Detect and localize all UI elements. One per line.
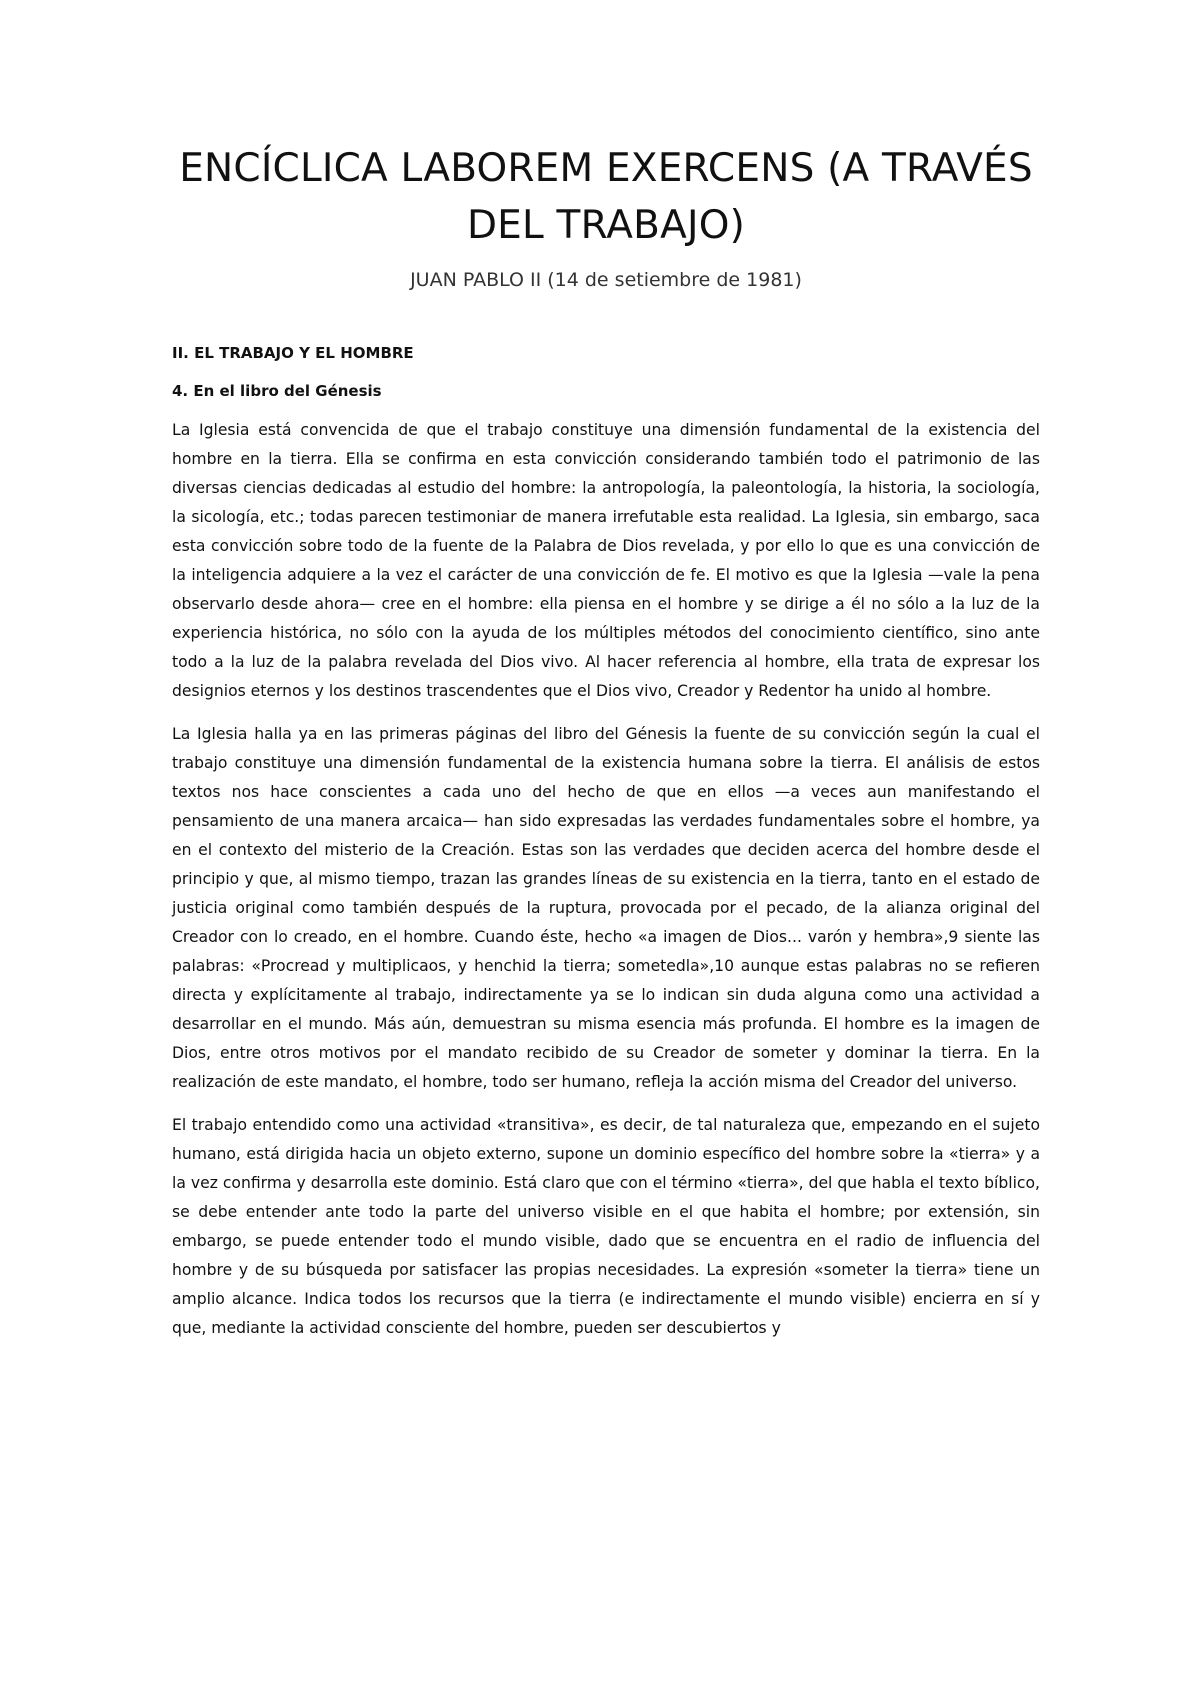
paragraph: La Iglesia halla ya en las primeras páginas del libro del Génesis la fuente de su convicción según la cual el trabajo constituye una dimensión fundamental de la existencia humana sobre la tierra. El análisis de estos textos nos hace conscientes a cada uno del hecho de que en ellos —a veces aun manifestando el pensamiento de una manera arcaica— han sido expresadas las verdades fundamentales sobre el hombre, ya en el contexto del misterio de la Creación. Estas son las verdades que deciden acerca del hombre desde el principio y que, al mismo tiempo, trazan las grandes líneas de su existencia en la tierra, tanto en el estado de justicia original como también después de la ruptura, provocada por el pecado, de la alianza original del Creador con lo creado, en el hombre. Cuando éste, hecho «a imagen de Dios... varón y hembra»,9 siente las palabras: «Procread y multiplicaos, y henchid la tierra; sometedla»,10 aunque estas palabras no se refieren directa y explícitamente al trabajo, indirectamente ya se lo indican sin duda alguna como una actividad a desarrollar en el mundo. Más aún, demuestran su misma esencia más profunda. El hombre es la imagen de Dios, entre otros motivos por el mandato recibido de su Creador de someter y dominar la tierra. En la realización de este mandato, el hombre, todo ser humano, refleja la acción misma del Creador del universo. — [172, 725, 1040, 1091]
section-heading: II. EL TRABAJO Y EL HOMBRE — [172, 344, 414, 362]
document-title: ENCÍCLICA LABOREM EXERCENS (A TRAVÉS DEL TRABAJO) — [179, 146, 1033, 248]
document-subtitle: JUAN PABLO II (14 de setiembre de 1981) — [410, 269, 802, 291]
subsection-heading: 4. En el libro del Génesis — [172, 382, 382, 400]
paragraph: El trabajo entendido como una actividad «transitiva», es decir, de tal naturaleza que, empezando en el sujeto humano, está dirigida hacia un objeto externo, supone un dominio específico del hombre sobre la «tierra» y a la vez confirma y desarrolla este dominio. Está claro que con el término «tierra», del que habla el texto bíblico, se debe entender ante todo la parte del universo visible en el que habita el hombre; por extensión, sin embargo, se puede entender todo el mundo visible, dado que se encuentra en el radio de influencia del hombre y de su búsqueda por satisfacer las propias necesidades. La expresión «someter la tierra» tiene un amplio alcance. Indica todos los recursos que la tierra (e indirectamente el mundo visible) encierra en sí y que, mediante la actividad consciente del hombre, pueden ser descubiertos y — [172, 1116, 1040, 1337]
paragraph: La Iglesia está convencida de que el trabajo constituye una dimensión fundamental de la existencia del hombre en la tierra. Ella se confirma en esta convicción considerando también todo el patrimonio de las diversas ciencias dedicadas al estudio del hombre: la antropología, la paleontología, la historia, la sociología, la sicología, etc.; todas parecen testimoniar de manera irrefutable esta realidad. La Iglesia, sin embargo, saca esta convicción sobre todo de la fuente de la Palabra de Dios revelada, y por ello lo que es una convicción de la inteligencia adquiere a la vez el carácter de una convicción de fe. El motivo es que la Iglesia —vale la pena observarlo desde ahora— cree en el hombre: ella piensa en el hombre y se dirige a él no sólo a la luz de la experiencia histórica, no sólo con la ayuda de los múltiples métodos del conocimiento científico, sino ante todo a la luz de la palabra revelada del Dios vivo. Al hacer referencia al hombre, ella trata de expresar los designios eternos y los destinos trascendentes que el Dios vivo, Creador y Redentor ha unido al hombre. — [172, 421, 1040, 700]
document-body — [172, 416, 1040, 1343]
